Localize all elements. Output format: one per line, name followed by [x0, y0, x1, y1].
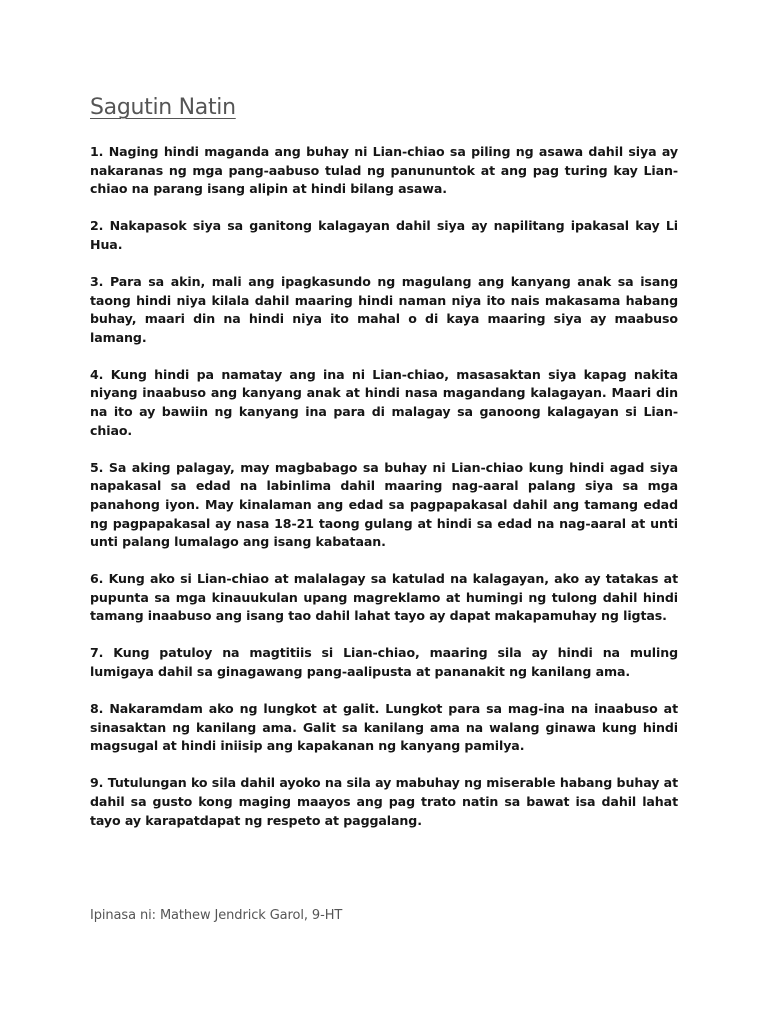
page-title: Sagutin Natin	[90, 95, 236, 120]
answer-3: 3. Para sa akin, mali ang ipagkasundo ng magulang ang kanyang anak sa isang taong hindi niya kilala dahil maaring hindi naman niya ito nais makasama habang buhay, maari din na hindi niya ito mahal o di kaya maaring siya ay maabuso lamang.	[90, 273, 678, 345]
answer-5: 5. Sa aking palagay, may magbabago sa buhay ni Lian-chiao kung hindi agad siya napakasal sa edad na labinlima dahil maaring nag-aaral palang siya sa mga panahong iyon. May kinalaman ang edad sa pagpapakasal dahil ang tamang edad ng pagpapakasal ay nasa 18-21 taong gulang at hindi sa edad na nag-aaral at unti unti palang lumalago ang isang kabataan.	[90, 459, 678, 550]
answer-6: 6. Kung ako si Lian-chiao at malalagay sa katulad na kalagayan, ako ay tatakas at pupunta sa mga kinauukulan upang magreklamo at humingi ng tulong dahil hindi tamang inaabuso ang isang tao dahil lahat tayo ay dapat makapamuhay ng ligtas.	[90, 571, 678, 624]
answer-8: 8. Nakaramdam ako ng lungkot at galit. Lungkot para sa mag-ina na inaabuso at sinasaktan ng kanilang ama. Galit sa kanilang ama na walang ginawa kung hindi magsugal at hindi iniisip ang kapakanan ng kanyang pamilya.	[90, 701, 678, 754]
answer-4: 4. Kung hindi pa namatay ang ina ni Lian-chiao, masasaktan siya kapag nakita niyang inaabuso ang kanyang anak at hindi nasa magandang kalagayan. Maari din na ito ay bawiin ng kanyang ina para di malagay sa ganoong kalagayan si Lian-chiao.	[90, 366, 678, 438]
answer-list	[90, 143, 678, 849]
answer-7: 7. Kung patuloy na magtitiis si Lian-chiao, maaring sila ay hindi na muling lumigaya dahil sa ginagawang pang-aalipusta at pananakit ng kanilang ama.	[90, 645, 678, 680]
answer-1: 1. Naging hindi maganda ang buhay ni Lian-chiao sa piling ng asawa dahil siya ay nakaranas ng mga pang-aabuso tulad ng panununtok at ang pag turing kay Lian-chiao na parang isang alipin at hindi bilang asawa.	[90, 144, 678, 197]
submitted-by: Ipinasa ni: Mathew Jendrick Garol, 9-HT	[90, 908, 343, 923]
answer-9: 9. Tutulungan ko sila dahil ayoko na sila ay mabuhay ng miserable habang buhay at dahil sa gusto kong maging maayos ang pag trato natin sa bawat isa dahil lahat tayo ay karapatdapat ng respeto at paggalang.	[90, 775, 678, 828]
answer-2: 2. Nakapasok siya sa ganitong kalagayan dahil siya ay napilitang ipakasal kay Li Hua.	[90, 218, 678, 252]
